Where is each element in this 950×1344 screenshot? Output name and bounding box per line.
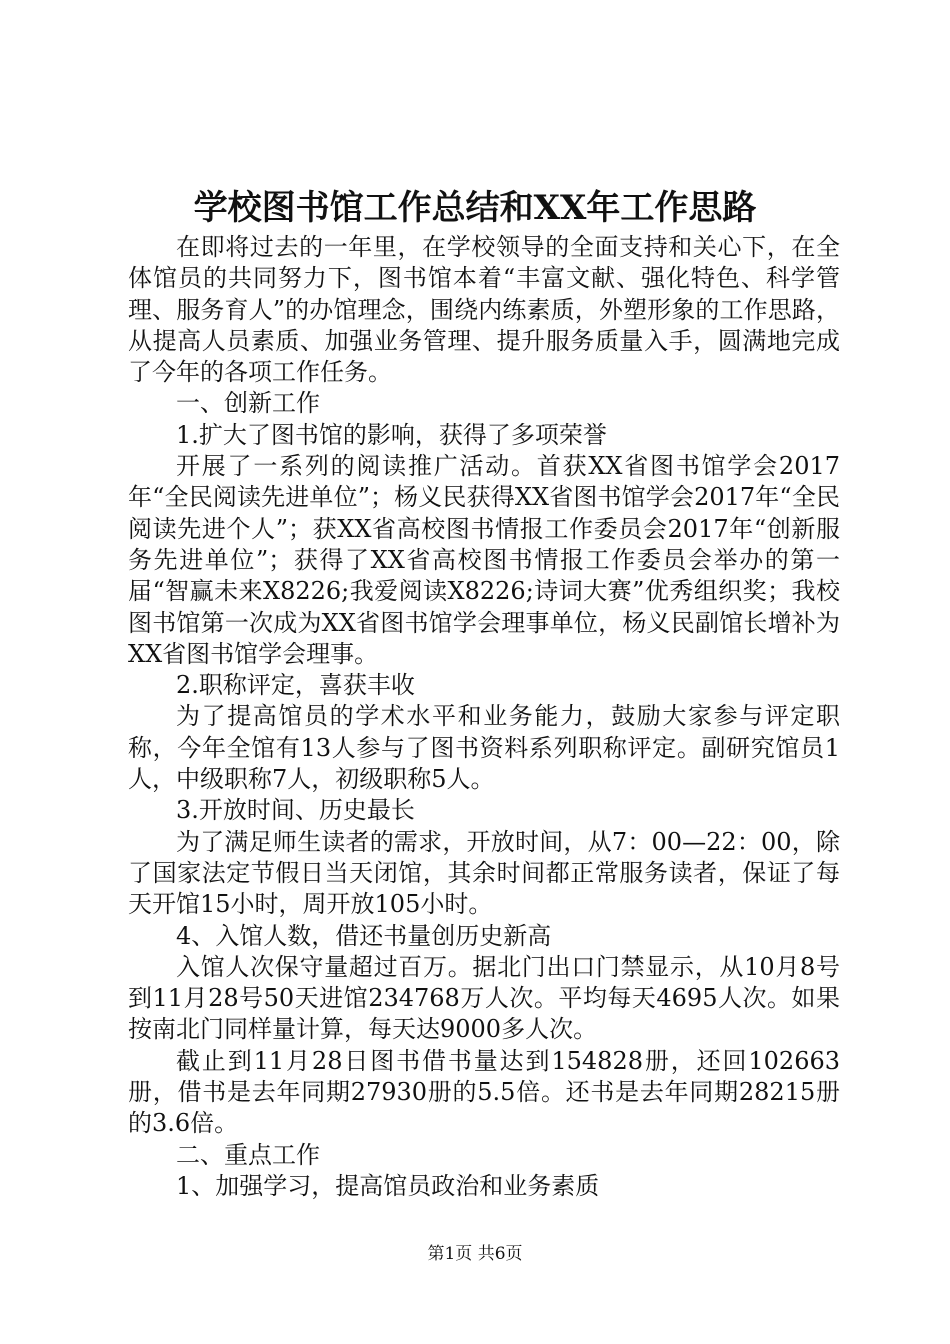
subheading-influence: 1.扩大了图书馆的影响，获得了多项荣誉	[176, 420, 607, 449]
section-heading-innovation: 一、创新工作	[176, 389, 320, 418]
page-footer: 第1页 共6页	[427, 1244, 523, 1264]
subheading-titles: 2.职称评定，喜获丰收	[176, 671, 415, 700]
paragraph-opening-hours: 为了满足师生读者的需求，开放时间，从7：00—22：00，除了国家法定节假日当天闭馆，其余时间都正常服务读者，保证了每天开馆15小时，周开放105小时。	[128, 827, 840, 919]
document-title: 学校图书馆工作总结和XX年工作思路	[193, 188, 757, 228]
subheading-study: 1、加强学习，提高馆员政治和业务素质	[176, 1171, 600, 1200]
paragraph-visitors: 入馆人次保守量超过百万。据北门出口门禁显示，从10月8号到11月28号50天进馆234768万人次。平均每天4695人次。如果按南北门同样量计算，每天达9000多人次。	[128, 952, 840, 1044]
subheading-opening-hours: 3.开放时间、历史最长	[176, 796, 415, 825]
paragraph-intro: 在即将过去的一年里，在学校领导的全面支持和关心下，在全体馆员的共同努力下，图书馆本着“丰富文献、强化特色、科学管理、服务育人”的办馆理念，围绕内练素质，外塑形象的工作思路，从提高人员素质、加强业务管理、提升服务质量入手，圆满地完成了今年的各项工作任务。	[128, 233, 840, 387]
paragraph-titles: 为了提高馆员的学术水平和业务能力，鼓励大家参与评定职称，今年全馆有13人参与了图书资料系列职称评定。副研究馆员1人，中级职称7人，初级职称5人。	[128, 702, 840, 794]
paragraph-awards: 开展了一系列的阅读推广活动。首获XX省图书馆学会2017年“全民阅读先进单位”；杨义民获得XX省图书馆学会2017年“全民阅读先进个人”；获XX省高校图书情报工作委员会2017年“创新服务先进单位”；获得了XX省高校图书情报工作委员会举办的第一届“智赢未来X8226;我爱阅读X8226;诗词大赛”优秀组织奖；我校图书馆第一次成为XX省图书馆学会理事单位，杨义民副馆长增补为XX省图书馆学会理事。	[128, 452, 840, 668]
paragraph-borrowing: 截止到11月28日图书借书量达到154828册，还回102663册，借书是去年同期27930册的5.5倍。还书是去年同期28215册的3.6倍。	[128, 1046, 840, 1138]
document-body	[128, 232, 840, 1202]
subheading-visitors: 4、入馆人数，借还书量创历史新高	[176, 921, 552, 950]
section-heading-key-work: 二、重点工作	[176, 1140, 320, 1169]
